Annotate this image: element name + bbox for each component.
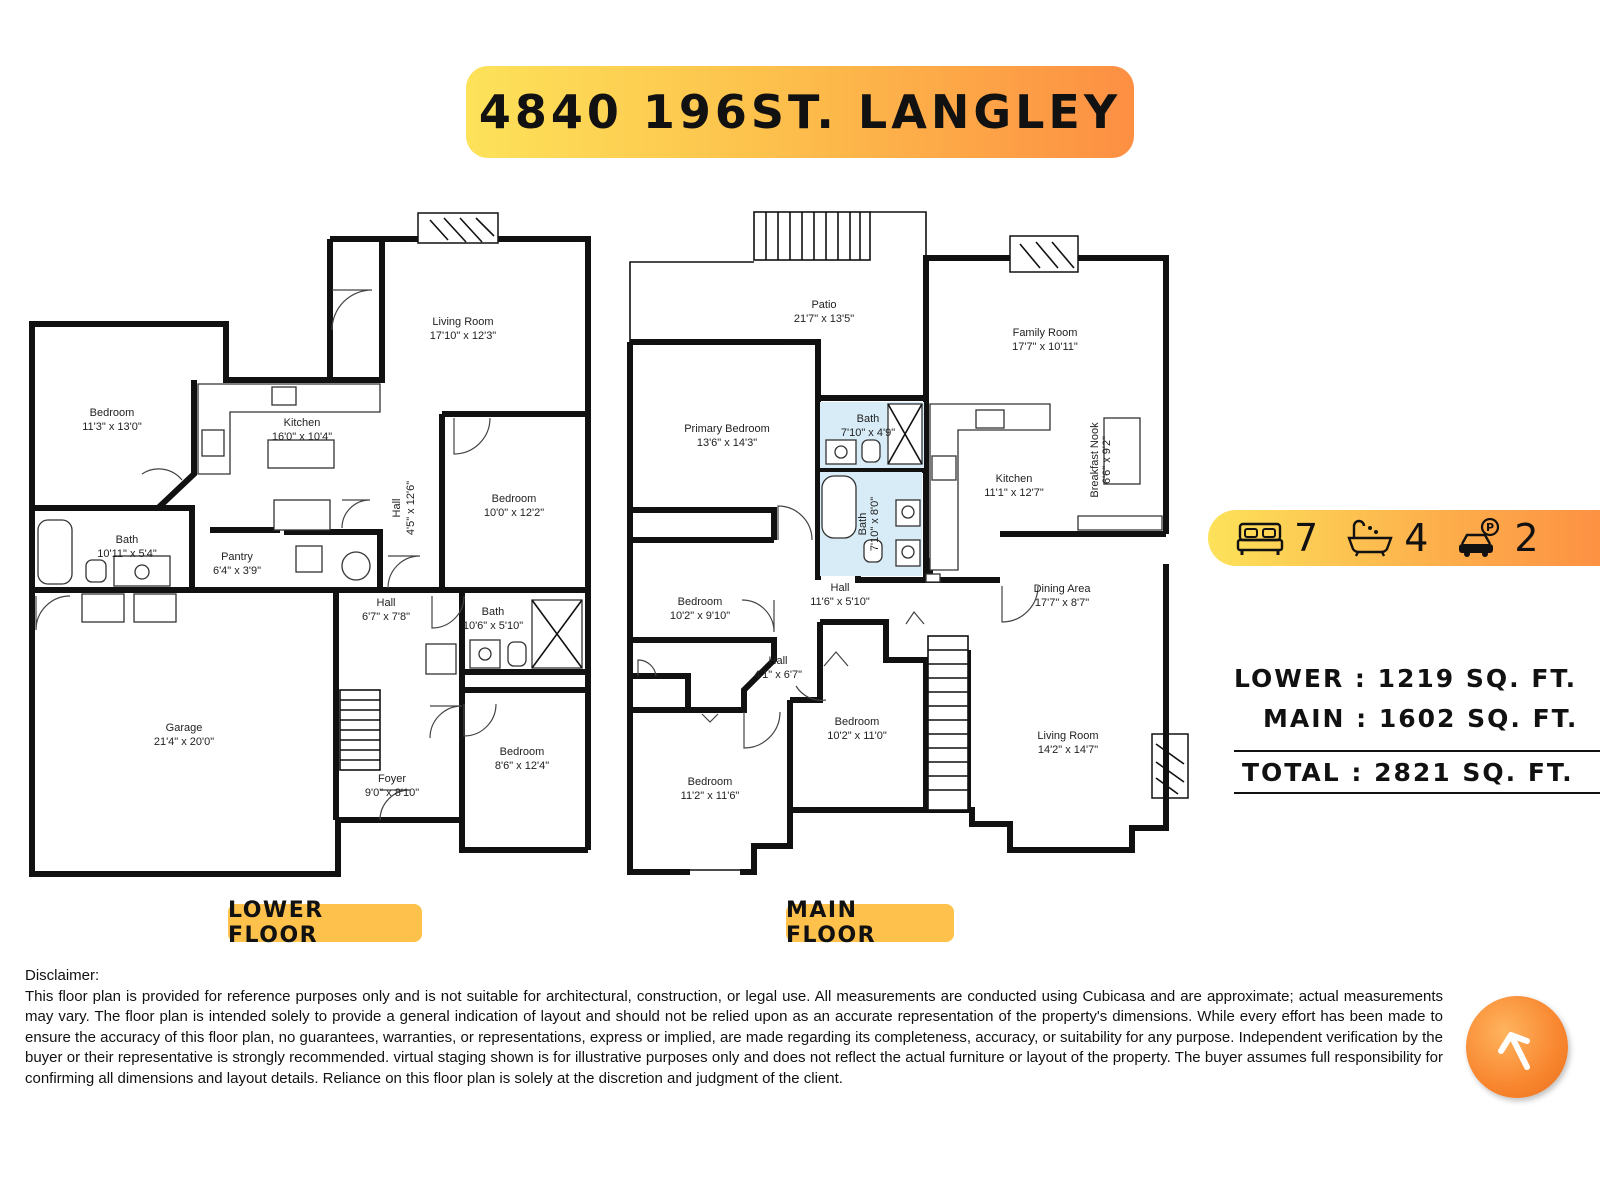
room-name: Kitchen <box>995 473 1033 485</box>
room-dims: 7'10" x 4'9" <box>840 427 896 439</box>
room-dims: 10'0" x 12'2" <box>483 507 545 519</box>
property-stats <box>1208 510 1600 566</box>
room-dims: 7'10" x 8'0" <box>869 496 881 552</box>
bedroom-count: 7 <box>1294 516 1319 560</box>
floor-plans <box>0 190 1200 890</box>
bed-icon <box>1236 518 1284 558</box>
room-dims: 11'6" x 5'10" <box>810 596 870 608</box>
north-arrow-icon <box>1487 1017 1547 1077</box>
room-name: Bedroom <box>491 493 537 505</box>
room-name: Primary Bedroom <box>684 423 770 435</box>
room-name: Kitchen <box>283 417 321 429</box>
room-name: Bath <box>857 512 869 536</box>
room-dims: 6'6" x 9'2" <box>1101 435 1113 485</box>
family-room-fireplace <box>1010 236 1078 272</box>
room-dims: 4'1" x 6'7" <box>753 669 803 681</box>
room-dims: 11'2" x 11'6" <box>680 790 740 802</box>
room-name: Dining Area <box>1033 583 1091 595</box>
area-divider-top <box>1234 750 1600 752</box>
disclaimer <box>25 966 1443 1090</box>
main-area: MAIN : 1602 SQ. FT. <box>1263 704 1579 733</box>
room-dims: 13'6" x 14'3" <box>696 437 758 449</box>
room-name: Breakfast Nook <box>1089 422 1101 498</box>
lower-floor-plan <box>32 213 588 874</box>
room-name: Bath <box>856 413 880 425</box>
room-name: Hall <box>768 655 788 667</box>
room-name: Bedroom <box>687 776 733 788</box>
main-floor-label: MAIN FLOOR <box>786 904 954 942</box>
room-dims: 8'6" x 12'4" <box>494 760 550 772</box>
main-floor-plan <box>630 212 1188 872</box>
room-name: Foyer <box>377 773 407 785</box>
lower-stairs <box>340 690 380 770</box>
room-dims: 4'5" x 12'6" <box>405 480 417 536</box>
room-name: Patio <box>811 299 837 311</box>
north-arrow-badge <box>1466 996 1568 1098</box>
room-dims: 17'7" x 8'7" <box>1034 597 1090 609</box>
room-name: Bedroom <box>677 596 723 608</box>
title-banner <box>466 66 1134 158</box>
room-name: Family Room <box>1012 327 1078 339</box>
room-dims: 17'10" x 12'3" <box>429 330 497 342</box>
bathroom-count: 4 <box>1404 516 1429 560</box>
property-title: 4840 196ST. LANGLEY <box>478 85 1122 139</box>
room-dims: 14'2" x 14'7" <box>1037 744 1099 756</box>
room-dims: 10'2" x 11'0" <box>827 730 887 742</box>
room-dims: 10'2" x 9'10" <box>669 610 731 622</box>
room-dims: 6'7" x 7'8" <box>361 611 411 623</box>
lower-kitchen-counters <box>198 384 380 530</box>
room-dims: 6'4" x 3'9" <box>212 565 262 577</box>
room-name: Living Room <box>1037 730 1099 742</box>
parking-count: 2 <box>1514 516 1539 560</box>
room-dims: 21'4" x 20'0" <box>153 736 215 748</box>
car-parking-icon <box>1456 518 1504 558</box>
total-area: TOTAL : 2821 SQ. FT. <box>1242 758 1574 787</box>
bathtub-icon <box>1346 518 1394 558</box>
room-name: Bedroom <box>89 407 135 419</box>
main-kitchen-counters <box>926 404 1162 582</box>
room-name: Pantry <box>221 551 253 563</box>
room-name: Bedroom <box>499 746 545 758</box>
room-dims: 16'0" x 10'4" <box>271 431 333 443</box>
room-name: Garage <box>165 722 203 734</box>
room-name: Living Room <box>432 316 494 328</box>
room-dims: 11'1" x 12'7" <box>984 487 1044 499</box>
room-dims: 10'6" x 5'10" <box>462 620 524 632</box>
area-divider-bottom <box>1234 792 1600 794</box>
room-name: Hall <box>830 582 850 594</box>
lower-area: LOWER : 1219 SQ. FT. <box>1234 664 1578 693</box>
lower-floor-label: LOWER FLOOR <box>228 904 422 942</box>
main-stairs <box>928 636 968 810</box>
room-name: Bath <box>481 606 505 618</box>
room-name: Bedroom <box>834 716 880 728</box>
deck-stairs <box>754 212 870 260</box>
disclaimer-body: This floor plan is provided for reference purposes only and is not suitable for architectural, construction, or legal use. All measurements are conducted using Cubicasa and are approximate; actual measurements may vary. The floor plan is intended solely to provide a general indication of layout and should not be relied upon as an accurate representation of the property's dimensions. While every effort has been made to ensure the accuracy of this floor plan, no guarantees, warranties, or representations, express or implied, are made regarding its completeness, accuracy, or suitability for any purpose. Independent verification by the buyer or their representative is strongly recommended. virtual staging shown is for illustrative purposes only and does not reflect the actual furniture or layout of the property. The buyer assumes full responsibility for confirming all dimensions and layout details. Reliance on this floor plan is solely at the discretion and judgment of the client. <box>25 987 1443 1087</box>
room-name: Hall <box>391 498 403 518</box>
room-name: Bath <box>115 534 139 546</box>
room-dims: 9'0" x 8'10" <box>364 787 420 799</box>
disclaimer-heading: Disclaimer: <box>25 967 100 984</box>
room-dims: 21'7" x 13'5" <box>793 313 855 325</box>
svg-text:P: P <box>1486 521 1495 534</box>
room-dims: 17'7" x 10'11" <box>1012 341 1078 353</box>
room-name: Hall <box>376 597 396 609</box>
room-dims: 11'3" x 13'0" <box>82 421 142 433</box>
room-dims: 10'11" x 5'4" <box>97 548 157 560</box>
